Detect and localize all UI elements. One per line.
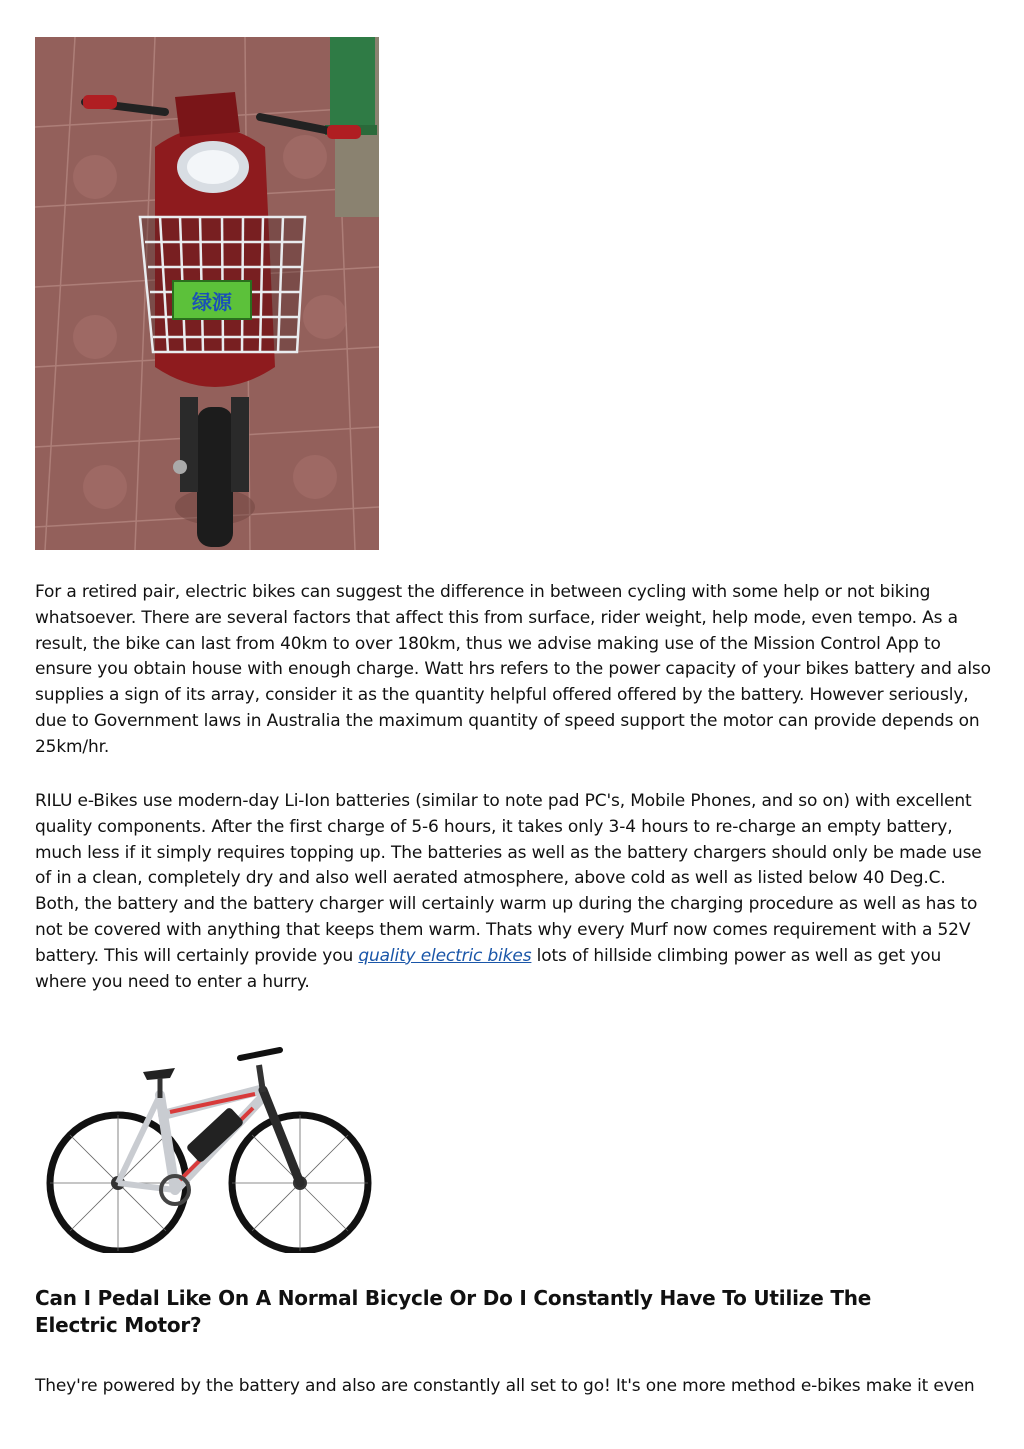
electric-scooter-photo [35,37,379,550]
electric-mountain-bike-photo [35,1020,379,1253]
section-heading: Can I Pedal Like On A Normal Bicycle Or Do I Constantly Have To Utilize The Electric Motor? [35,1286,872,1337]
paragraph-3: They're powered by the battery and also are constantly all set to go! It's one more method e-bikes make it even [35,1376,975,1396]
paragraph-2-text-before: RILU e-Bikes use modern-day Li-Ion batteries (similar to note pad PC's, Mobile Phones, and so on) with excellent quality components. After the first charge of 5-6 hours, it takes only 3-4 hours to re-charge an empty battery, much less if it simply requires topping up. The batteries as well as the battery chargers should only be made use of in a clean, completely dry and also well aerated atmosphere, above cold as well as listed below 40 Deg.C. Both, the battery and the battery charger will certainly warm up during the charging procedure as well as has to not be covered with anything that keeps them warm. Thats why every Murf now comes requirement with a 52V battery. This will certainly provide you [35,791,982,966]
paragraph-2-text-after: lots of hillside climbing power as well as get you where you need to enter a hurry. [35,945,942,992]
scooter-plate-text: 绿源 [192,290,232,314]
paragraph-2 [35,789,995,995]
quality-electric-bikes-link[interactable]: quality electric bikes [358,945,532,966]
paragraph-1: For a retired pair, electric bikes can suggest the difference in between cycling with some help or not biking whatsoever. There are several factors that affect this from surface, rider weight, help mode, even tempo. As a result, the bike can last from 40km to over 180km, thus we advise making use of the Mission Control App to ensure you obtain house with enough charge. Watt hrs refers to the power capacity of your bikes battery and also supplies a sign of its array, consider it as the quantity helpful offered offered by the battery. However seriously, due to Government laws in Australia the maximum quantity of speed support the motor can provide depends on 25km/hr. [35,582,991,757]
